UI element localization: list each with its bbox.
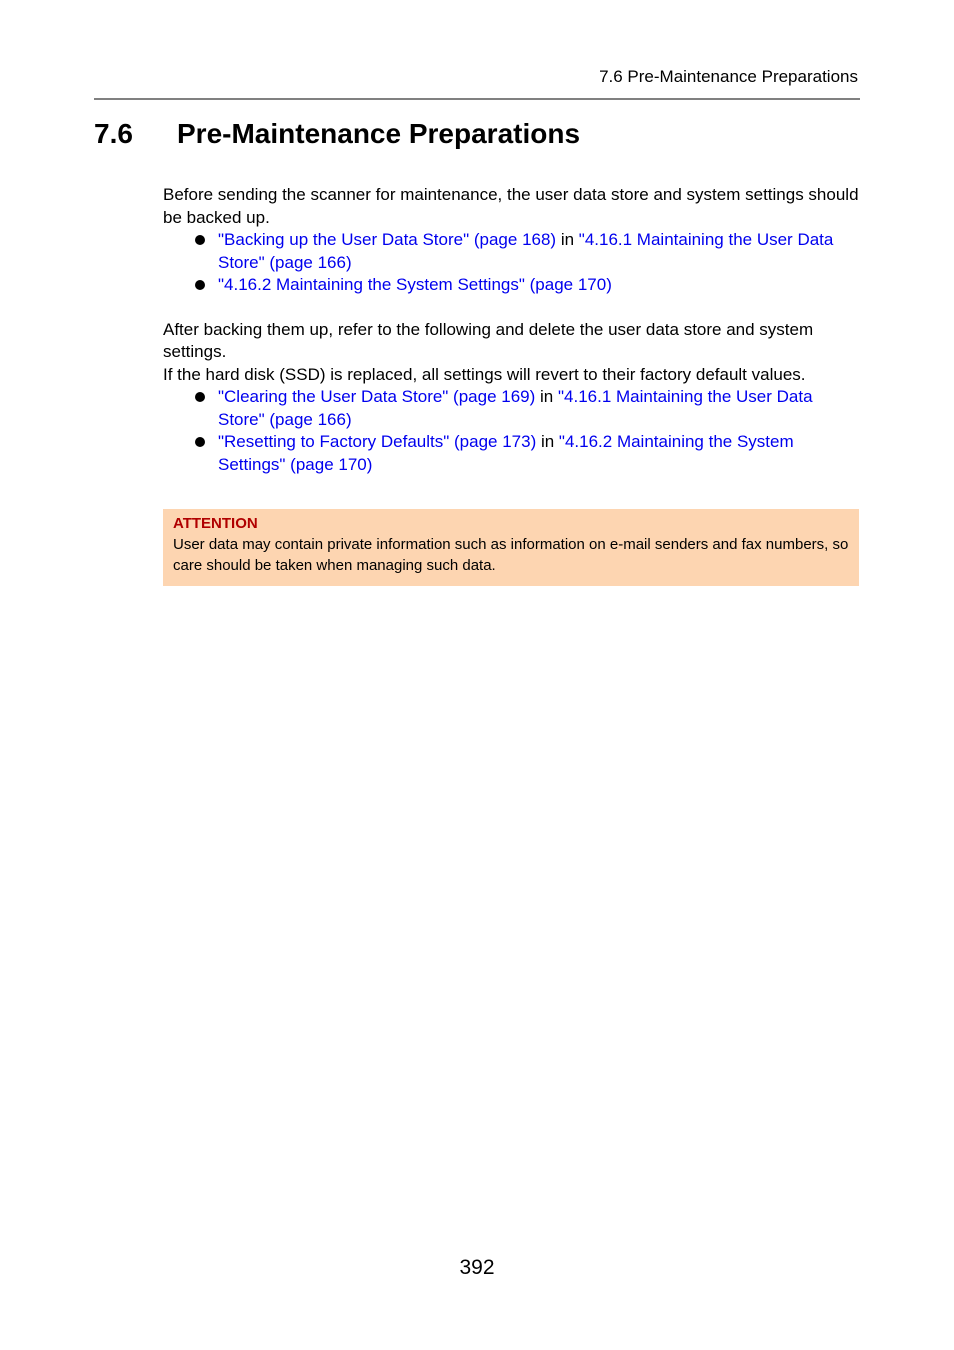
list-item — [163, 431, 863, 476]
attention-title: ATTENTION — [173, 515, 258, 532]
link-joiner: in — [556, 230, 579, 249]
ssd-replacement-note: If the hard disk (SSD) is replaced, all settings will revert to their factory default values. — [163, 364, 806, 384]
bullet-icon — [195, 235, 205, 245]
bullet-icon — [195, 437, 205, 447]
running-header: 7.6 Pre-Maintenance Preparations — [599, 67, 858, 86]
backup-user-data-link[interactable]: "Backing up the User Data Store" (page 168) — [218, 230, 557, 249]
link-joiner: in — [536, 432, 559, 451]
intro-paragraph: Before sending the scanner for maintenance, the user data store and system settings should be backed up. — [163, 185, 859, 227]
bullet-icon — [195, 280, 205, 290]
backup-link-list — [163, 229, 863, 297]
list-item — [163, 386, 863, 431]
maintaining-user-data-store-link[interactable]: "4.16.1 Maintaining the User Data Store" (page 166) — [218, 387, 813, 429]
link-joiner: in — [535, 387, 558, 406]
maintaining-user-data-store-link[interactable]: "4.16.1 Maintaining the User Data Store" (page 166) — [218, 230, 834, 272]
list-item — [163, 229, 863, 274]
attention-text: User data may contain private information such as information on e-mail senders and fax numbers, so care should be taken when managing such data. — [173, 536, 849, 574]
page-number: 392 — [459, 1256, 495, 1279]
maintaining-system-settings-link[interactable]: "4.16.2 Maintaining the System Settings" (page 170) — [218, 432, 794, 474]
section-title: Pre-Maintenance Preparations — [177, 118, 581, 149]
section-number: 7.6 — [94, 118, 133, 149]
paragraph-spacer — [163, 297, 863, 319]
section-heading — [94, 116, 580, 152]
list-item — [163, 274, 863, 297]
delete-link-list — [163, 386, 863, 476]
bullet-icon — [195, 392, 205, 402]
body-content — [163, 184, 863, 476]
delete-instructions-paragraph: After backing them up, refer to the following and delete the user data store and system settings. — [163, 319, 814, 361]
maintaining-system-settings-link[interactable]: "4.16.2 Maintaining the System Settings" (page 170) — [218, 275, 612, 294]
clearing-user-data-link[interactable]: "Clearing the User Data Store" (page 169) — [218, 387, 536, 406]
header-divider — [94, 98, 860, 100]
resetting-factory-defaults-link[interactable]: "Resetting to Factory Defaults" (page 173) — [218, 432, 537, 451]
attention-box — [163, 509, 859, 586]
